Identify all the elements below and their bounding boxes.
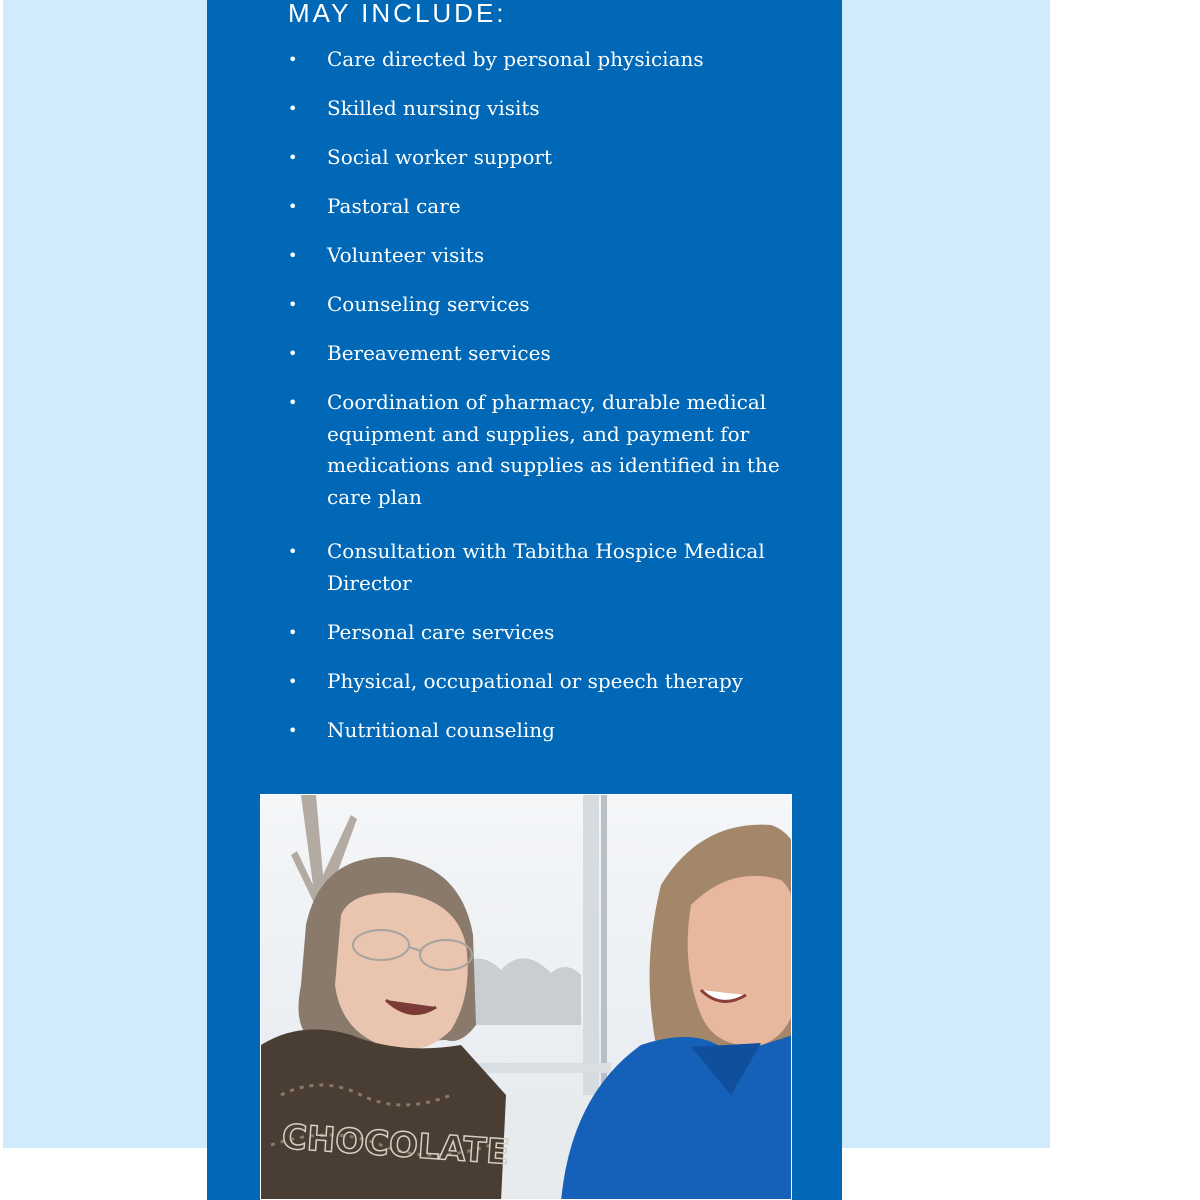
list-item [288,666,798,698]
service-text: Pastoral care [327,194,461,218]
list-item [288,240,798,272]
services-list [288,44,798,764]
bullet-icon: • [288,720,298,740]
services-heading: MAY INCLUDE: [288,0,507,28]
list-item [288,617,798,649]
bullet-icon: • [288,671,298,691]
service-text: Consultation with Tabitha Hospice Medical Director [327,539,765,595]
bullet-icon: • [288,246,298,265]
list-item [288,338,798,370]
photo-caregiver-with-patient [260,794,792,1200]
service-text: Social worker support [327,145,552,169]
bullet-icon: • [288,197,298,216]
service-text: Physical, occupational or speech therapy [327,668,744,693]
bullet-icon: • [288,393,298,412]
bullet-icon: • [288,295,298,314]
list-item [288,142,798,174]
bullet-icon: • [288,50,298,69]
bullet-icon: • [288,99,298,118]
list-item [288,536,798,599]
list-item [288,715,798,747]
sweater-lettering: CHOCOLATE [280,1117,511,1173]
service-text: Volunteer visits [327,243,485,267]
list-item [288,191,798,223]
bullet-icon: • [288,542,298,561]
service-text: Bereavement services [327,341,551,365]
service-text: Care directed by personal physicians [327,47,704,71]
list-item [288,289,798,321]
list-item [288,44,798,76]
bullet-icon: • [288,148,298,167]
bullet-icon: • [288,344,298,363]
list-item [288,93,798,125]
service-text: Counseling services [327,292,530,316]
service-text: Personal care services [327,619,555,644]
bullet-icon: • [288,622,298,642]
list-item [288,387,798,513]
service-text: Nutritional counseling [327,717,555,742]
service-text: Skilled nursing visits [327,96,540,120]
service-text: Coordination of pharmacy, durable medical equipment and supplies, and payment for medications and supplies as identified in the care plan [327,390,780,509]
